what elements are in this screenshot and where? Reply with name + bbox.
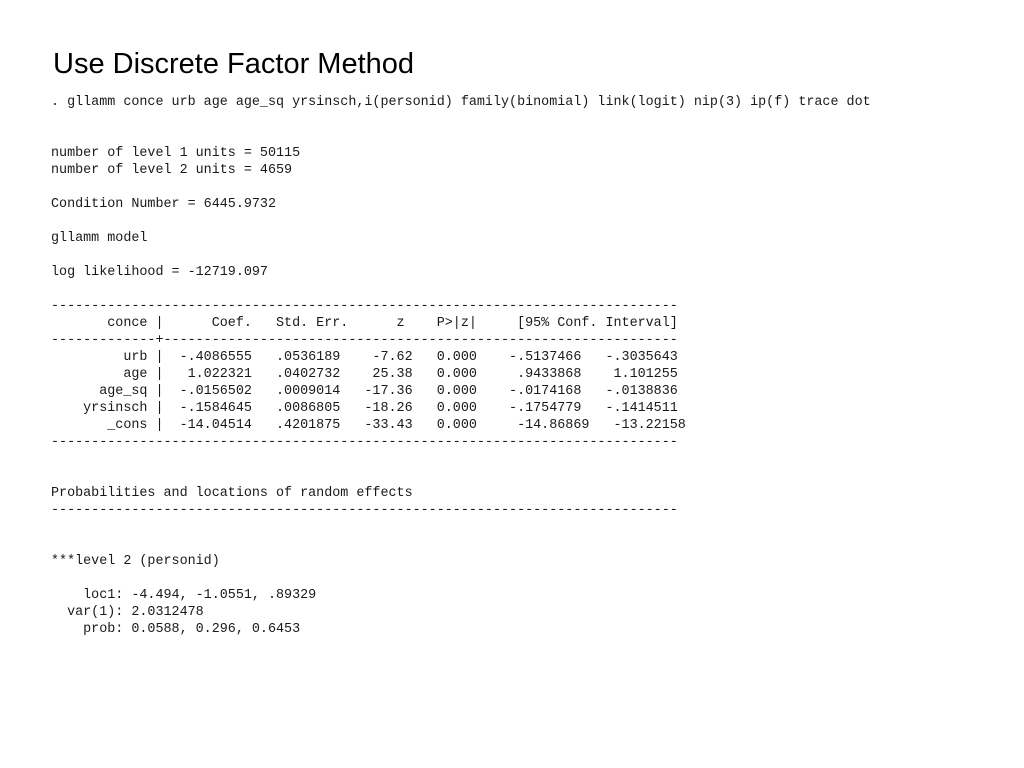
blank-line [51, 179, 871, 196]
slide-title: Use Discrete Factor Method [53, 48, 415, 80]
variance-line: var(1): 2.0312478 [51, 605, 204, 620]
table-rule: ------------------------------------------------------------------------------ [51, 299, 678, 314]
blank-line [51, 128, 871, 145]
blank-line [51, 281, 871, 298]
table-rule: ------------------------------------------------------------------------------ [51, 435, 678, 450]
locations-line: loc1: -4.494, -1.0551, .89329 [51, 588, 317, 603]
level2-units-line: number of level 2 units = 4659 [51, 163, 293, 178]
blank-line [51, 451, 871, 468]
blank-line [51, 570, 871, 587]
log-likelihood-line: log likelihood = -12719.097 [51, 265, 268, 280]
condition-number-line: Condition Number = 6445.9732 [51, 197, 276, 212]
table-row: age | 1.022321 .0402732 25.38 0.000 .9433868 1.101255 [51, 367, 678, 382]
blank-line [51, 111, 871, 128]
table-row: yrsinsch | -.1584645 .0086805 -18.26 0.000 -.1754779 -.1414511 [51, 401, 678, 416]
table-row: _cons | -14.04514 .4201875 -33.43 0.000 -14.86869 -13.22158 [51, 418, 686, 433]
blank-line [51, 536, 871, 553]
model-name-line: gllamm model [51, 231, 148, 246]
command-line: . gllamm conce urb age age_sq yrsinsch,i(personid) family(binomial) link(logit) nip(3) ip(f) trace dot [51, 95, 871, 110]
table-row: age_sq | -.0156502 .0009014 -17.36 0.000 -.0174168 -.0138836 [51, 384, 678, 399]
table-rule: ------------------------------------------------------------------------------ [51, 503, 678, 518]
level1-units-line: number of level 1 units = 50115 [51, 146, 301, 161]
table-rule: -------------+---------------------------------------------------------------- [51, 333, 678, 348]
blank-line [51, 247, 871, 264]
blank-line [51, 213, 871, 230]
blank-line [51, 468, 871, 485]
level2-heading: ***level 2 (personid) [51, 554, 220, 569]
table-header: conce | Coef. Std. Err. z P>|z| [95% Conf. Interval] [51, 316, 678, 331]
stata-output-block [51, 94, 871, 638]
random-effects-heading: Probabilities and locations of random effects [51, 486, 413, 501]
blank-line [51, 519, 871, 536]
probabilities-line: prob: 0.0588, 0.296, 0.6453 [51, 622, 301, 637]
table-row: urb | -.4086555 .0536189 -7.62 0.000 -.5137466 -.3035643 [51, 350, 678, 365]
